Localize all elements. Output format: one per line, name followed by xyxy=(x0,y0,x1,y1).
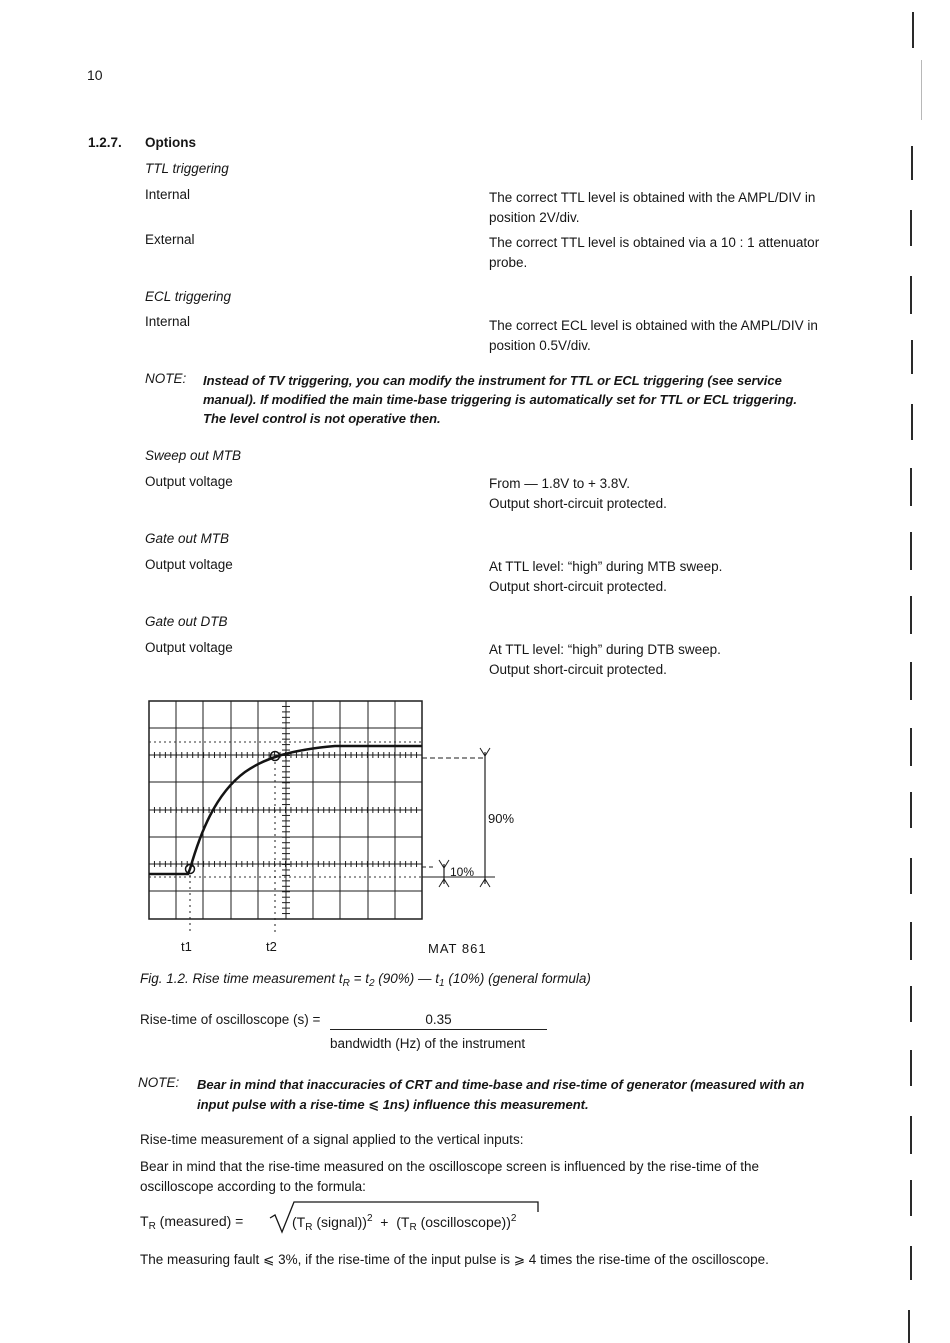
section-title: Options xyxy=(145,135,196,150)
final-sentence: The measuring fault ⩽ 3%, if the rise-time of the input pulse is ⩾ 4 times the rise-time of the oscilloscope. xyxy=(140,1252,769,1267)
formula-text: ) xyxy=(506,1214,511,1230)
sweep-out-mtb-label: Output voltage xyxy=(145,474,233,489)
margin-mark xyxy=(910,922,912,960)
ttl-external-label: External xyxy=(145,232,195,247)
note1-prefix: NOTE: xyxy=(145,371,187,386)
formula-text: ( xyxy=(292,1214,297,1230)
desc-line: The correct TTL level is obtained with the AMPL/DIV in xyxy=(489,190,816,205)
formula-sup: 2 xyxy=(366,1213,373,1224)
risetime-figure xyxy=(140,694,520,964)
formula-text: (oscilloscope) xyxy=(416,1214,507,1230)
caption-text: (10%) (general formula) xyxy=(444,971,591,986)
margin-mark xyxy=(910,468,912,506)
desc-line: Output short-circuit protected. xyxy=(489,662,667,677)
ecl-internal-desc xyxy=(489,316,869,356)
margin-mark xyxy=(921,60,922,120)
margin-mark xyxy=(910,986,912,1022)
margin-mark xyxy=(911,146,913,180)
margin-mark xyxy=(910,1180,912,1216)
formula-sub: R xyxy=(409,1222,417,1233)
margin-mark xyxy=(910,532,912,570)
margin-mark xyxy=(910,792,912,828)
ttl-internal-desc xyxy=(489,188,869,228)
note-line: manual). If modified the main time-base triggering is automatically set for TTL or ECL triggering. xyxy=(203,392,797,407)
margin-mark xyxy=(910,1050,912,1086)
margin-mark xyxy=(910,276,912,314)
page-number: 10 xyxy=(87,67,103,83)
paragraph-line: Bear in mind that the rise-time measured on the oscilloscope screen is influenced by the rise-time of the xyxy=(140,1159,760,1174)
formula-text: ) xyxy=(362,1214,367,1230)
margin-mark xyxy=(910,1116,912,1154)
ttl-internal-label: Internal xyxy=(145,187,191,202)
formula-text: ( xyxy=(388,1214,401,1230)
margin-mark xyxy=(910,858,912,894)
caption-sub: 1 xyxy=(439,978,445,989)
label-t2: t2 xyxy=(266,939,277,954)
note-line: input pulse with a rise-time ⩽ 1ns) influence this measurement. xyxy=(197,1097,589,1112)
caption-sub: R xyxy=(342,978,350,989)
note-line: Bear in mind that inaccuracies of CRT and time-base and rise-time of generator (measured with an xyxy=(197,1077,805,1092)
formula-sup: 2 xyxy=(510,1213,517,1224)
figure-caption xyxy=(140,971,591,989)
desc-line: The correct TTL level is obtained via a 10 : 1 attenuator xyxy=(489,235,820,250)
sweep-out-mtb-desc xyxy=(489,474,869,514)
gate-out-dtb-label: Output voltage xyxy=(145,640,233,655)
risetime-formula-label: Rise-time of oscilloscope (s) = xyxy=(140,1012,321,1027)
note2-prefix: NOTE: xyxy=(138,1075,180,1090)
caption-text: Fig. 1.2. Rise time measurement t xyxy=(140,971,343,986)
formula-sub: R xyxy=(148,1221,156,1232)
margin-mark xyxy=(912,12,914,48)
margin-mark xyxy=(910,662,912,700)
fraction-line xyxy=(330,1029,547,1030)
ecl-triggering-heading: ECL triggering xyxy=(145,289,232,304)
caption-text: = t xyxy=(349,971,369,986)
gate-out-dtb-heading: Gate out DTB xyxy=(145,614,228,629)
figure-ref: MAT 861 xyxy=(428,941,487,956)
label-t1: t1 xyxy=(181,939,192,954)
caption-text: (90%) — t xyxy=(374,971,440,986)
label-90pct: 90% xyxy=(488,811,515,826)
desc-line: position 2V/div. xyxy=(489,210,580,225)
gate-out-dtb-desc xyxy=(489,640,869,680)
desc-line: From — 1.8V to + 3.8V. xyxy=(489,476,630,491)
formula-sub: R xyxy=(305,1222,313,1233)
note-line: The level control is not operative then. xyxy=(203,411,441,426)
formula-plus: + xyxy=(380,1214,389,1230)
ttl-external-desc xyxy=(489,233,869,273)
gate-out-mtb-heading: Gate out MTB xyxy=(145,531,230,546)
paragraph-line: oscilloscope according to the formula: xyxy=(140,1179,366,1194)
margin-mark xyxy=(910,210,912,246)
risetime-numerator: 0.35 xyxy=(425,1012,452,1027)
formula-text: T xyxy=(296,1214,306,1230)
desc-line: The correct ECL level is obtained with the AMPL/DIV in xyxy=(489,318,818,333)
formula-text: T xyxy=(140,1213,149,1229)
sqrt-formula-left xyxy=(140,1213,243,1232)
label-10pct: 10% xyxy=(450,865,475,879)
risetime-denominator: bandwidth (Hz) of the instrument xyxy=(330,1036,526,1051)
formula-text: (measured) = xyxy=(155,1213,244,1229)
note-line: Instead of TV triggering, you can modify the instrument for TTL or ECL triggering (see service xyxy=(203,373,782,388)
gate-out-mtb-desc xyxy=(489,557,869,597)
sqrt-formula-radicand xyxy=(292,1213,516,1233)
margin-mark xyxy=(910,728,912,766)
desc-line: probe. xyxy=(489,255,528,270)
margin-mark xyxy=(910,1246,912,1280)
section-number: 1.2.7. xyxy=(88,135,122,150)
desc-line: At TTL level: “high” during MTB sweep. xyxy=(489,559,723,574)
desc-line: Output short-circuit protected. xyxy=(489,579,667,594)
paragraph-bear-in-mind xyxy=(140,1157,759,1197)
formula-text: T xyxy=(400,1214,410,1230)
note2-body xyxy=(197,1075,804,1115)
margin-mark xyxy=(911,404,913,440)
desc-line: At TTL level: “high” during DTB sweep. xyxy=(489,642,721,657)
graticule xyxy=(149,701,422,919)
margin-mark xyxy=(910,596,912,634)
desc-line: Output short-circuit protected. xyxy=(489,496,667,511)
sweep-out-mtb-heading: Sweep out MTB xyxy=(145,448,242,463)
margin-mark xyxy=(908,1310,910,1343)
ttl-triggering-heading: TTL triggering xyxy=(145,161,229,176)
desc-line: position 0.5V/div. xyxy=(489,338,591,353)
gate-out-mtb-label: Output voltage xyxy=(145,557,233,572)
note1-body xyxy=(203,371,797,428)
paragraph-risetime-measurement: Rise-time measurement of a signal applied to the vertical inputs: xyxy=(140,1132,524,1147)
margin-mark xyxy=(911,340,913,374)
ecl-internal-label: Internal xyxy=(145,314,191,329)
formula-text: (signal) xyxy=(312,1214,363,1230)
caption-sub: 2 xyxy=(368,978,375,989)
